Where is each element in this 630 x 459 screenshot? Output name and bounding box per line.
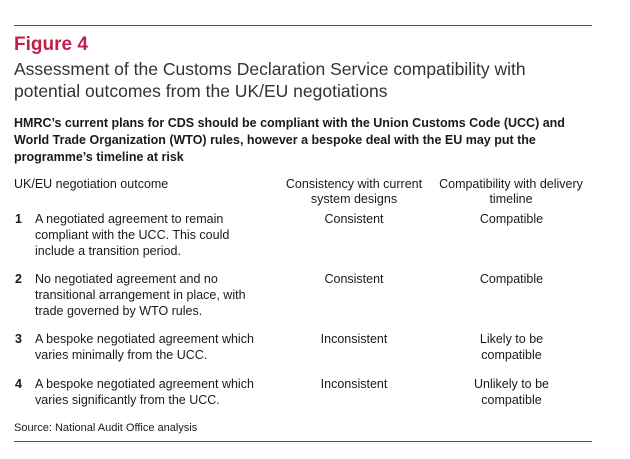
figure-container bbox=[14, 0, 594, 459]
row-outcome: A bespoke negotiated agreement which varies significantly from the UCC. bbox=[35, 377, 254, 407]
row-compatibility: Likely to be compatible bbox=[479, 332, 544, 362]
figure-title: Assessment of the Customs Declaration Service compatibility with potential outcomes from the UK/EU negotiations bbox=[14, 59, 526, 101]
figure-label: Figure 4 bbox=[14, 34, 88, 55]
row-consistency: Inconsistent bbox=[320, 332, 388, 346]
column-header-outcome: UK/EU negotiation outcome bbox=[14, 177, 169, 191]
row-number: 4 bbox=[15, 377, 22, 391]
figure-subtitle: HMRC’s current plans for CDS should be compliant with the Union Customs Code (UCC) and World Trade Organization (WTO) rules, however a bespoke deal with the EU may put the programme’s timeline at risk bbox=[14, 116, 565, 164]
bottom-divider bbox=[14, 441, 592, 442]
row-compatibility: Unlikely to be compatible bbox=[473, 377, 550, 407]
source-note: Source: National Audit Office analysis bbox=[14, 422, 198, 434]
row-number: 3 bbox=[15, 332, 22, 346]
row-outcome: A negotiated agreement to remain compliant with the UCC. This could include a transition period. bbox=[35, 212, 230, 258]
column-header-consistency: Consistency with current system designs bbox=[285, 177, 423, 206]
row-consistency: Consistent bbox=[324, 272, 384, 286]
row-consistency: Inconsistent bbox=[320, 377, 388, 391]
row-compatibility: Compatible bbox=[479, 272, 544, 286]
column-header-compatibility: Compatibility with delivery timeline bbox=[439, 177, 583, 206]
row-number: 1 bbox=[15, 212, 22, 226]
top-divider bbox=[14, 25, 592, 26]
row-outcome: A bespoke negotiated agreement which varies minimally from the UCC. bbox=[35, 332, 254, 362]
row-number: 2 bbox=[15, 272, 22, 286]
row-compatibility: Compatible bbox=[479, 212, 544, 226]
row-consistency: Consistent bbox=[324, 212, 384, 226]
row-outcome: No negotiated agreement and no transitional arrangement in place, with trade governed by WTO rules. bbox=[35, 272, 246, 318]
